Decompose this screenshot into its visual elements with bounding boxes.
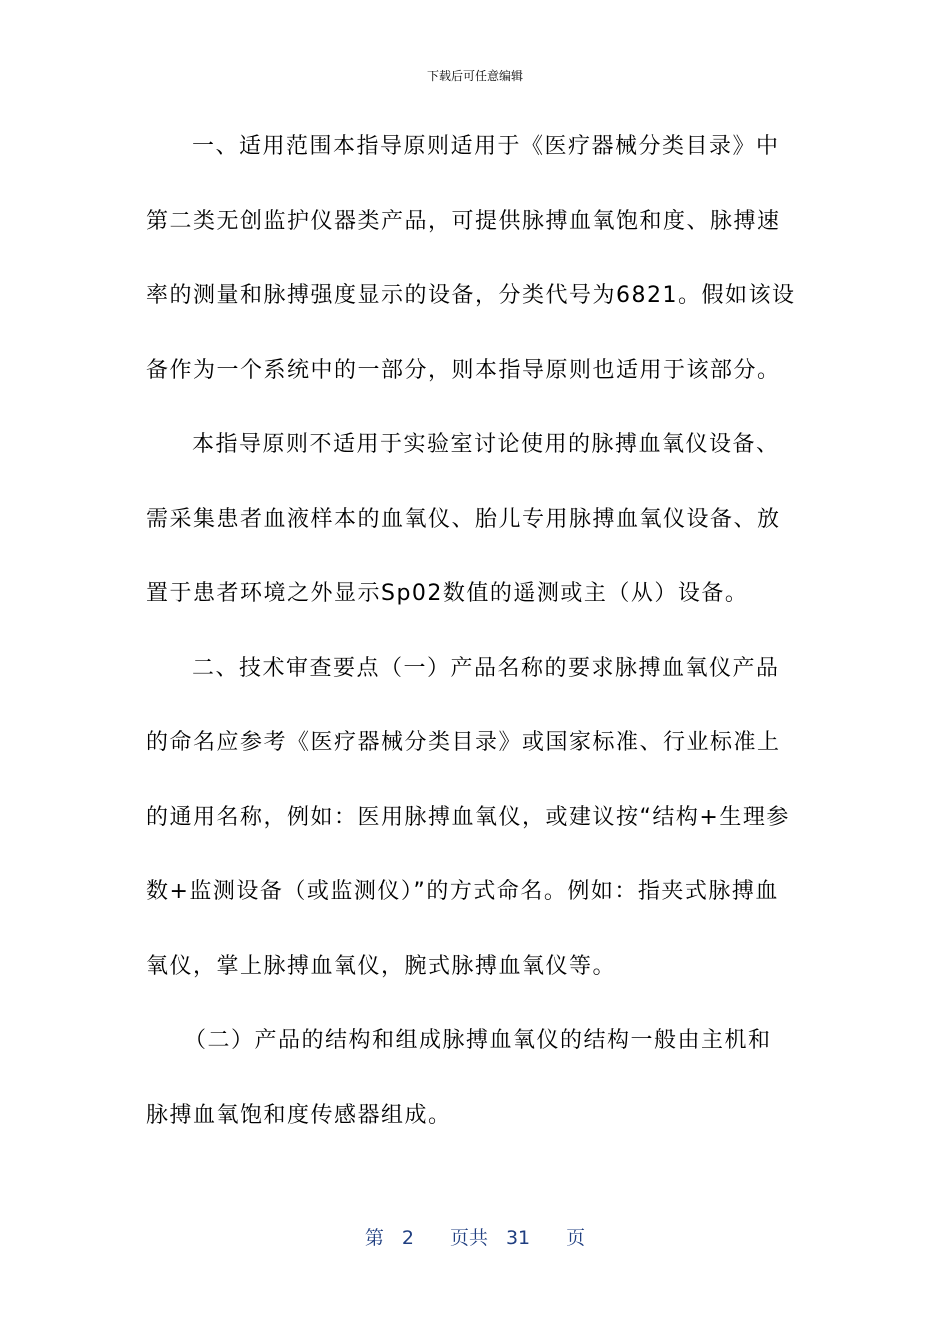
paragraph-line: 备作为一个系统中的一部分，则本指导原则也适用于该部分。 (146, 357, 781, 383)
paragraph-line: 本指导原则不适用于实验室讨论使用的脉搏血氧仪设备、 (192, 432, 780, 457)
footer-suffix: 页 (566, 1227, 586, 1249)
paragraph-line: 二、技术审查要点（一）产品名称的要求脉搏血氧仪产品 (192, 655, 780, 681)
footer-page-number: 2 (401, 1227, 414, 1249)
footer-middle: 页共 (449, 1227, 488, 1249)
page-footer (0, 1226, 950, 1250)
header-note: 下载后可任意编辑 (426, 69, 523, 83)
paragraph-line: 脉搏血氧饱和度传感器组成。 (146, 1102, 452, 1128)
paragraph-line: 数+监测设备（或监测仪）”的方式命名。例如：指夹式脉搏血 (146, 879, 779, 904)
paragraph-line: 置于患者环境之外显示Sp02数值的遥测或主（从）设备。 (146, 581, 749, 606)
footer-prefix: 第 (364, 1227, 384, 1249)
paragraph-line: （二）产品的结构和组成脉搏血氧仪的结构一般由主机和 (184, 1028, 772, 1053)
paragraph-line: 氧仪，掌上脉搏血氧仪，腕式脉搏血氧仪等。 (146, 953, 617, 979)
paragraph-line: 率的测量和脉搏强度显示的设备，分类代号为6821。假如该设 (146, 283, 796, 308)
paragraph-line: 的通用名称，例如：医用脉搏血氧仪，或建议按“结构+生理参 (146, 804, 790, 830)
document-body (146, 110, 806, 1153)
paragraph-line: 第二类无创监护仪器类产品，可提供脉搏血氧饱和度、脉搏速 (146, 208, 781, 234)
paragraph-line: 一、适用范围本指导原则适用于《医疗器械分类目录》中 (192, 134, 780, 159)
footer-total-pages: 31 (505, 1227, 531, 1249)
paragraph-line: 的命名应参考《医疗器械分类目录》或国家标准、行业标准上 (146, 730, 781, 755)
paragraph-line: 需采集患者血液样本的血氧仪、胎儿专用脉搏血氧仪设备、放 (146, 506, 781, 532)
